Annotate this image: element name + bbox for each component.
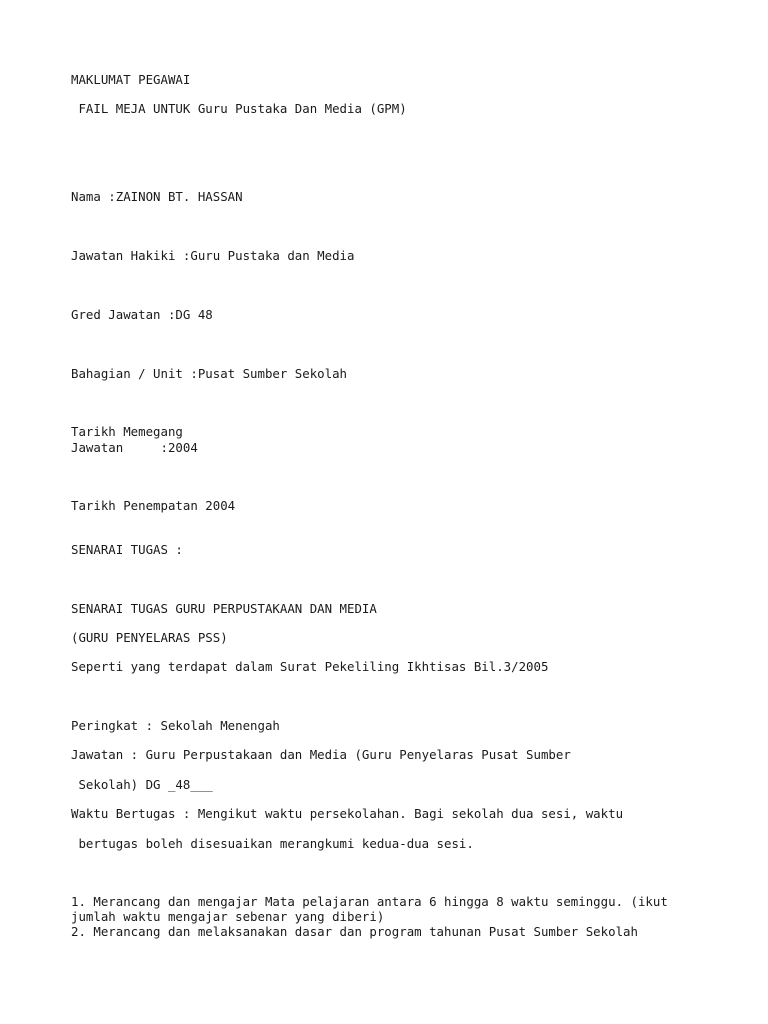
field-tarikh-memegang-line1: Tarikh Memegang bbox=[71, 424, 183, 439]
field-tarikh-memegang-line2: Jawatan :2004 bbox=[71, 440, 198, 455]
penyelaras-label: (GURU PENYELARAS PSS) bbox=[71, 630, 228, 645]
field-nama: Nama :ZAINON BT. HASSAN bbox=[71, 189, 243, 204]
list-item-1-line1: 1. Merancang dan mengajar Mata pelajaran antara 6 hingga 8 waktu seminggu. (ikut bbox=[71, 894, 668, 909]
field-waktu-line2: bertugas boleh disesuaikan merangkumi kedua-dua sesi. bbox=[71, 836, 474, 851]
field-tarikh-penempatan: Tarikh Penempatan 2004 bbox=[71, 498, 236, 513]
field-gred-jawatan: Gred Jawatan :DG 48 bbox=[71, 307, 213, 322]
field-waktu-line1: Waktu Bertugas : Mengikut waktu persekolahan. Bagi sekolah dua sesi, waktu bbox=[71, 806, 624, 821]
field-peringkat: Peringkat : Sekolah Menengah bbox=[71, 718, 280, 733]
field-jawatan-line2: Sekolah) DG _48___ bbox=[71, 777, 213, 792]
field-bahagian-unit: Bahagian / Unit :Pusat Sumber Sekolah bbox=[71, 366, 348, 381]
document-subheading: FAIL MEJA UNTUK Guru Pustaka Dan Media (GPM) bbox=[71, 101, 407, 116]
document-heading: MAKLUMAT PEGAWAI bbox=[71, 72, 191, 87]
senarai-tugas-label: SENARAI TUGAS : bbox=[71, 542, 183, 557]
list-item-2: 2. Merancang dan melaksanakan dasar dan program tahunan Pusat Sumber Sekolah bbox=[71, 924, 638, 939]
senarai-tugas-title: SENARAI TUGAS GURU PERPUSTAKAAN DAN MEDIA bbox=[71, 601, 377, 616]
field-jawatan-line1: Jawatan : Guru Perpustakaan dan Media (Guru Penyelaras Pusat Sumber bbox=[71, 747, 571, 762]
list-item-1-line2: jumlah waktu mengajar sebenar yang diberi) bbox=[71, 909, 385, 924]
field-jawatan-hakiki: Jawatan Hakiki :Guru Pustaka dan Media bbox=[71, 248, 355, 263]
pekeliling-reference: Seperti yang terdapat dalam Surat Pekeliling Ikhtisas Bil.3/2005 bbox=[71, 659, 549, 674]
